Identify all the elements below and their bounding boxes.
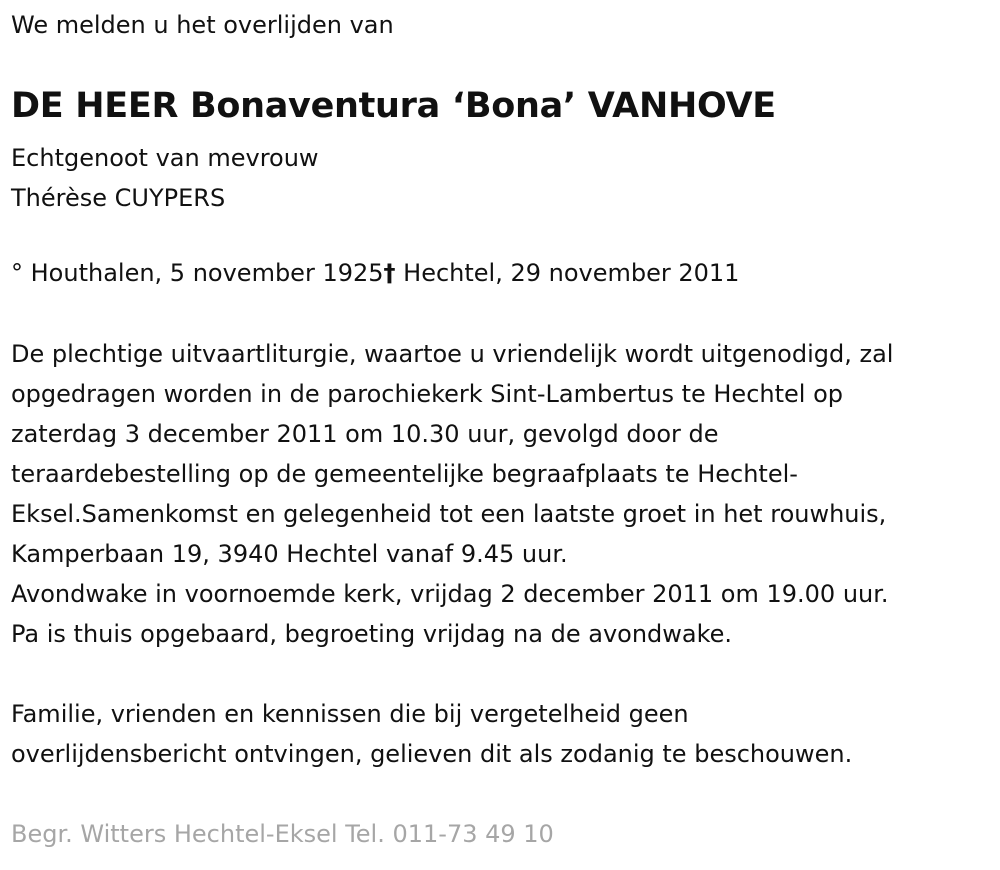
liturgy-line: Kamperbaan 19, 3940 Hechtel vanaf 9.45 uur.: [11, 540, 568, 568]
birth-death-dates: [11, 253, 739, 293]
intro-text: We melden u het overlijden van: [11, 11, 394, 39]
spouse-line-2: Thérèse CUYPERS: [11, 184, 226, 212]
liturgy-line: Avondwake in voornoemde kerk, vrijdag 2 december 2011 om 19.00 uur.: [11, 580, 889, 608]
family-paragraph: [11, 694, 852, 774]
liturgy-line: zaterdag 3 december 2011 om 10.30 uur, gevolgd door de: [11, 420, 719, 448]
family-line: Familie, vrienden en kennissen die bij vergetelheid geen: [11, 700, 689, 728]
family-line: overlijdensbericht ontvingen, gelieven dit als zodanig te beschouwen.: [11, 740, 853, 768]
liturgy-line: teraardebestelling op de gemeentelijke begraafplaats te Hechtel-: [11, 460, 798, 488]
liturgy-line: Eksel.Samenkomst en gelegenheid tot een laatste groet in het rouwhuis,: [11, 500, 887, 528]
cross-icon: †: [383, 259, 396, 287]
death-info: Hechtel, 29 november 2011: [395, 259, 740, 287]
liturgy-paragraph: [11, 334, 996, 654]
liturgy-line: De plechtige uitvaartliturgie, waartoe u vriendelijk wordt uitgenodigd, zal: [11, 340, 894, 368]
liturgy-line: opgedragen worden in de parochiekerk Sint-Lambertus te Hechtel op: [11, 380, 843, 408]
birth-info: ° Houthalen, 5 november 1925: [11, 259, 384, 287]
funeral-home-footer: Begr. Witters Hechtel-Eksel Tel. 011-73 49 10: [11, 820, 554, 848]
deceased-name: DE HEER Bonaventura ‘Bona’ VANHOVE: [11, 86, 776, 126]
spouse-block: [11, 138, 319, 218]
spouse-line-1: Echtgenoot van mevrouw: [11, 144, 319, 172]
liturgy-line: Pa is thuis opgebaard, begroeting vrijdag na de avondwake.: [11, 620, 733, 648]
